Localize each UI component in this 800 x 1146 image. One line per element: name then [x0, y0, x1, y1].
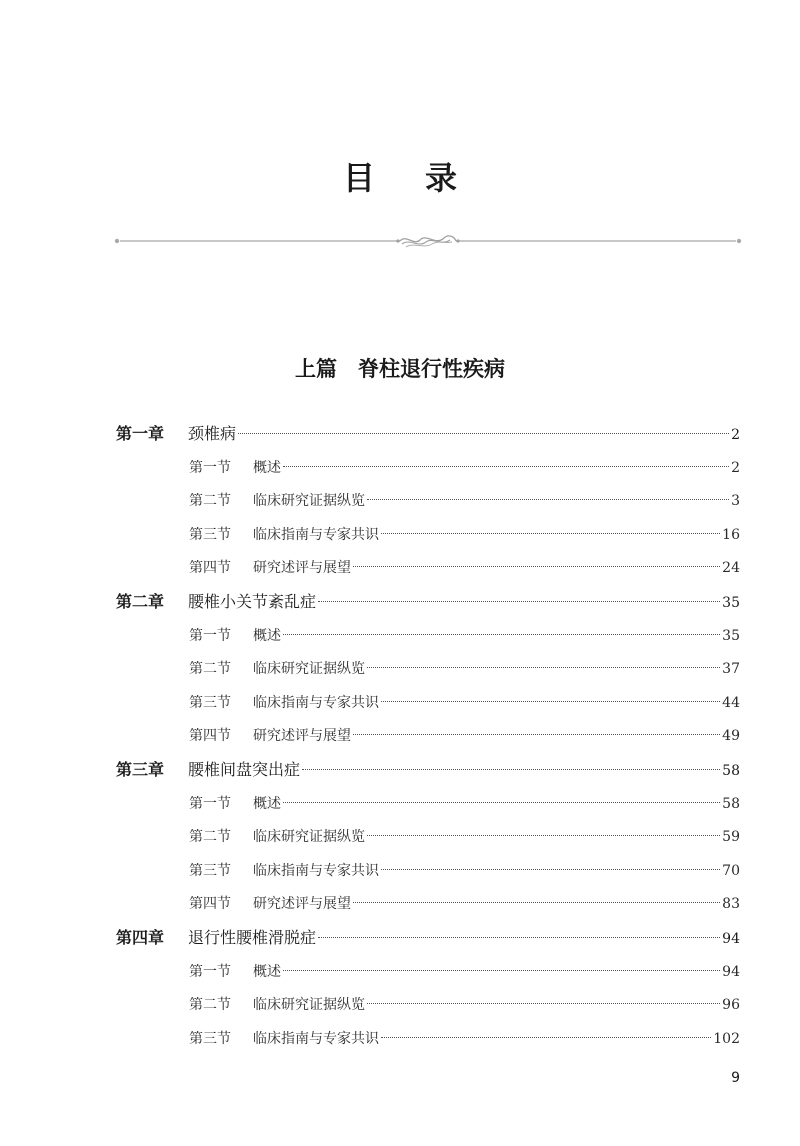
section-number: 第一节 [189, 963, 231, 980]
toc-section-entry[interactable] [116, 554, 740, 588]
dot-leader [381, 533, 720, 534]
page-ref: 59 [722, 829, 740, 846]
dot-leader [367, 499, 729, 500]
page-ref: 96 [722, 997, 740, 1014]
toc-section-entry[interactable] [116, 689, 740, 723]
dot-leader [353, 902, 720, 903]
section-title: 临床研究证据纵览 [253, 997, 365, 1014]
page-ref: 35 [722, 594, 740, 611]
section-title: 概述 [253, 627, 281, 644]
section-number: 第一节 [189, 795, 231, 812]
toc-section-entry[interactable] [116, 622, 740, 656]
chapter-number: 第一章 [116, 424, 165, 443]
toc-section-entry[interactable] [116, 890, 740, 924]
chapter-title: 退行性腰椎滑脱症 [188, 927, 317, 947]
dot-leader [367, 835, 720, 836]
toc-section-entry[interactable] [116, 991, 740, 1025]
dot-leader [381, 1037, 711, 1038]
page-ref: 44 [722, 694, 740, 711]
toc-section-entry[interactable] [116, 790, 740, 824]
dot-leader [381, 869, 720, 870]
dot-leader [283, 970, 720, 971]
dot-leader [367, 667, 720, 668]
section-number: 第四节 [189, 896, 231, 913]
toc-section-entry[interactable] [116, 722, 740, 756]
decorative-divider [114, 230, 742, 252]
section-title: 概述 [253, 963, 281, 980]
section-title: 临床指南与专家共识 [253, 1030, 379, 1047]
dot-leader [302, 769, 720, 770]
toc-chapter-entry[interactable] [116, 924, 740, 958]
chapter-title: 腰椎间盘突出症 [188, 759, 301, 779]
page-ref: 83 [722, 896, 740, 913]
dot-leader [238, 433, 729, 434]
chapter-number: 第二章 [116, 591, 165, 611]
chapter-number: 第四章 [116, 927, 165, 947]
toc-section-entry[interactable] [116, 521, 740, 555]
toc-section-entry[interactable] [116, 1025, 740, 1059]
section-title: 临床指南与专家共识 [253, 862, 379, 879]
chapter-title: 颈椎病 [188, 424, 237, 443]
section-number: 第三节 [189, 694, 231, 711]
page-ref: 37 [722, 661, 740, 678]
section-title: 临床研究证据纵览 [253, 493, 365, 510]
toc-chapter-entry[interactable] [116, 756, 740, 790]
section-number: 第四节 [189, 560, 231, 577]
page-ref: 58 [722, 762, 740, 779]
toc-section-entry[interactable] [116, 823, 740, 857]
page-ref: 24 [722, 560, 740, 577]
section-title: 研究述评与展望 [253, 560, 351, 577]
section-number: 第一节 [189, 627, 231, 644]
dot-leader [367, 1003, 720, 1004]
chapter-title: 腰椎小关节紊乱症 [188, 591, 317, 611]
section-number: 第二节 [189, 493, 231, 510]
dot-leader [353, 734, 720, 735]
toc-section-entry[interactable] [116, 958, 740, 992]
section-number: 第二节 [189, 829, 231, 846]
dot-leader [283, 634, 720, 635]
toc-chapter-entry[interactable] [116, 588, 740, 622]
section-number: 第二节 [189, 661, 231, 678]
section-number: 第一节 [189, 459, 231, 476]
section-number: 第四节 [189, 728, 231, 745]
page-ref: 2 [731, 427, 740, 443]
page-ref: 94 [722, 930, 740, 947]
section-title: 临床研究证据纵览 [253, 661, 365, 678]
chapter-number: 第三章 [116, 759, 165, 779]
page-number: 9 [731, 1070, 740, 1086]
section-title: 概述 [253, 795, 281, 812]
section-number: 第三节 [189, 862, 231, 879]
section-number: 第三节 [189, 526, 231, 543]
page-ref: 35 [722, 627, 740, 644]
section-title: 研究述评与展望 [253, 896, 351, 913]
dot-leader [381, 701, 720, 702]
toc-chapter-entry[interactable] [116, 420, 740, 454]
section-title: 概述 [253, 459, 281, 476]
page-ref: 58 [722, 795, 740, 812]
part-title: 上篇 脊柱退行性疾病 [295, 357, 505, 381]
dot-leader [318, 601, 720, 602]
dot-leader [353, 566, 720, 567]
page-title: 目录 [342, 159, 507, 197]
toc-section-entry[interactable] [116, 655, 740, 689]
page-ref: 2 [731, 459, 740, 476]
page-ref: 3 [731, 493, 740, 510]
section-title: 临床研究证据纵览 [253, 829, 365, 846]
section-title: 临床指南与专家共识 [253, 694, 379, 711]
section-number: 第二节 [189, 997, 231, 1014]
toc-section-entry[interactable] [116, 454, 740, 488]
dot-leader [283, 466, 729, 467]
section-title: 临床指南与专家共识 [253, 526, 379, 543]
section-title: 研究述评与展望 [253, 728, 351, 745]
dot-leader [318, 937, 720, 938]
toc-section-entry[interactable] [116, 857, 740, 891]
page-ref: 94 [722, 963, 740, 980]
page-ref: 70 [722, 862, 740, 879]
page-ref: 102 [713, 1030, 740, 1047]
page-ref: 16 [722, 526, 740, 543]
toc-section-entry[interactable] [116, 487, 740, 521]
table-of-contents [116, 420, 740, 1058]
section-number: 第三节 [189, 1030, 231, 1047]
dot-leader [283, 802, 720, 803]
page-ref: 49 [722, 728, 740, 745]
